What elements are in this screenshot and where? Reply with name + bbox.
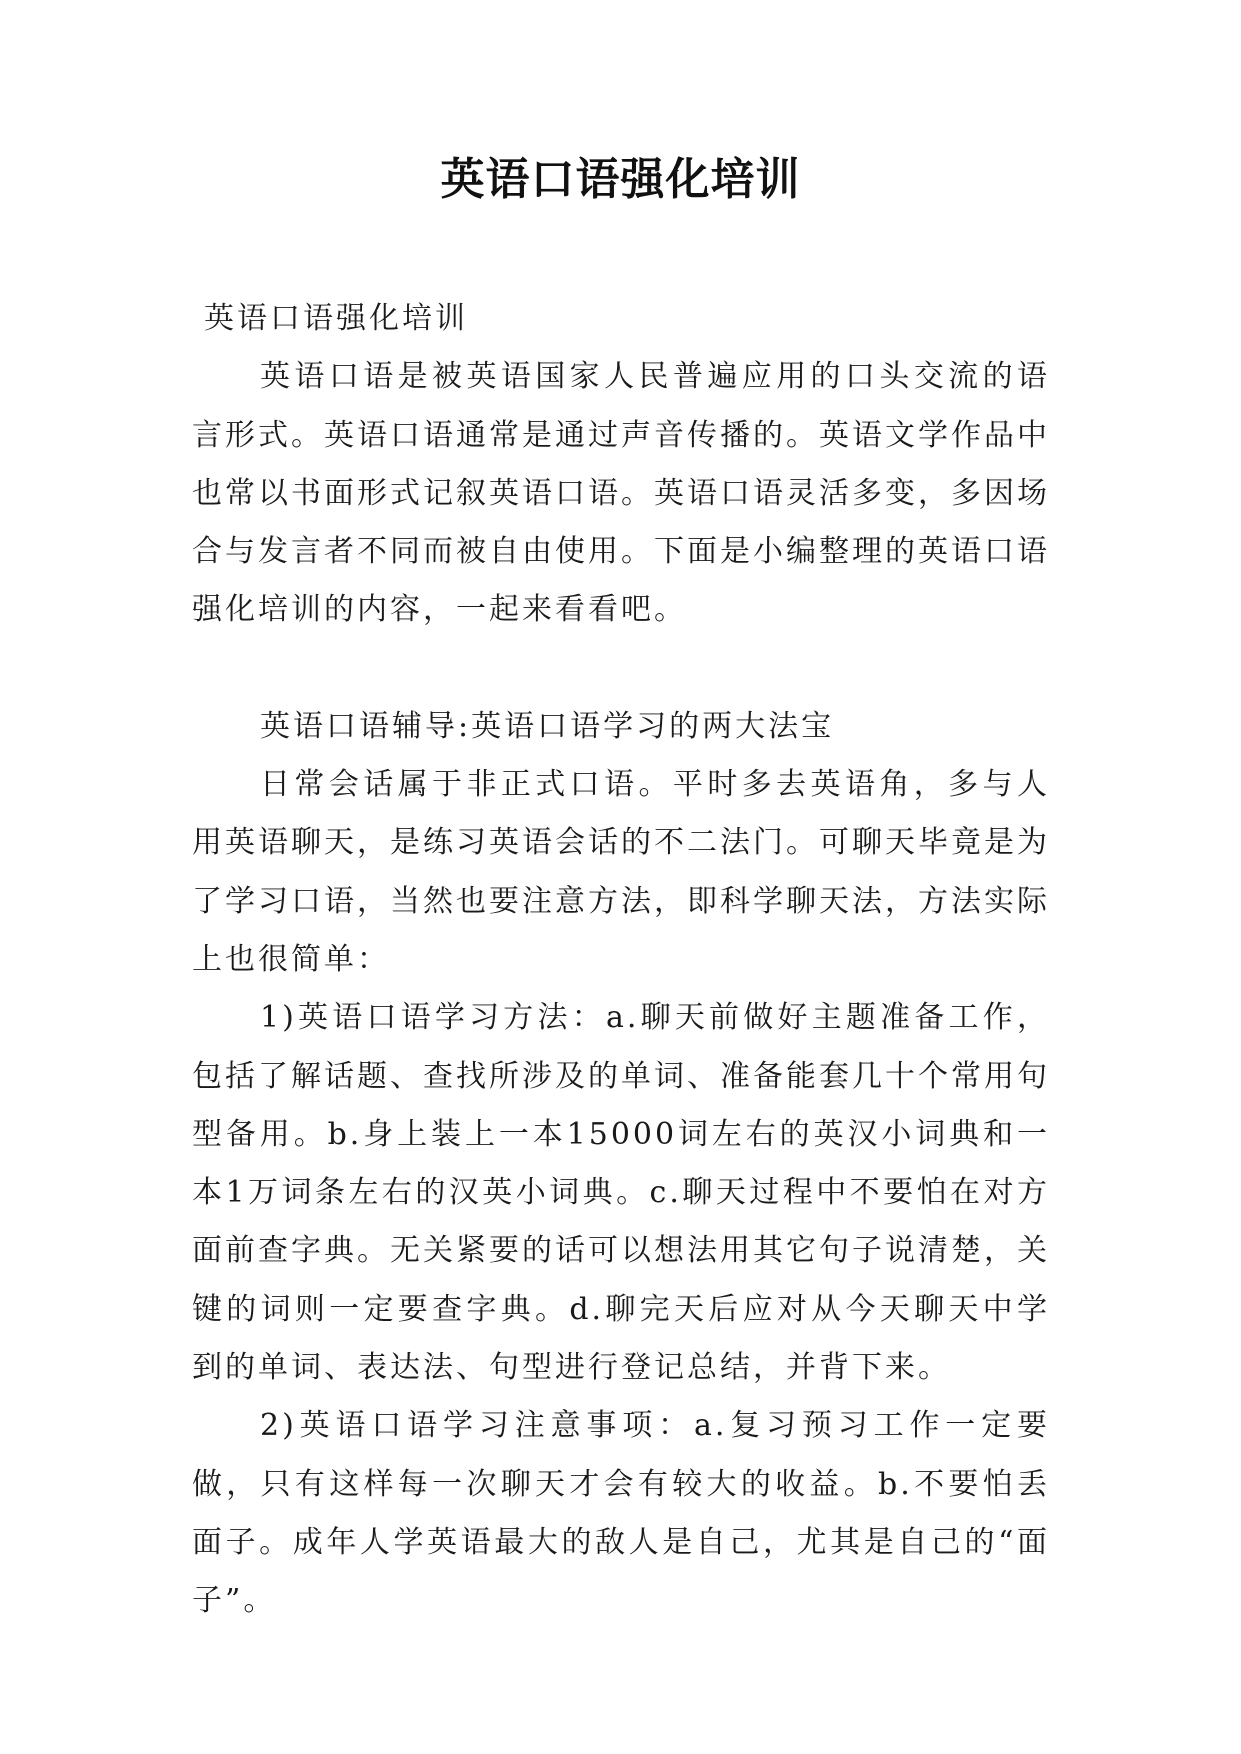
document-body (192, 290, 1050, 1631)
body-paragraph-1: 日常会话属于非正式口语。平时多去英语角，多与人用英语聊天，是练习英语会话的不二法门。可聊天毕竟是为了学习口语，当然也要注意方法，即科学聊天法，方法实际上也很简单： (192, 767, 1050, 977)
document-title: 英语口语强化培训 (440, 154, 801, 205)
intro-paragraph: 英语口语是被英语国家人民普遍应用的口头交流的语言形式。英语口语通常是通过声音传播的。英语文学作品中也常以书面形式记叙英语口语。英语口语灵活多变，多因场合与发言者不同而被自由使用。下面是小编整理的英语口语强化培训的内容，一起来看看吧。 (192, 359, 1050, 628)
section-heading: 英语口语辅导:英语口语学习的两大法宝 (260, 708, 835, 744)
body-paragraph-2: 1)英语口语学习方法：a.聊天前做好主题准备工作，包括了解话题、查找所涉及的单词、准备能套几十个常用句型备用。b.身上装上一本15000词左右的英汉小词典和一本1万词条左右的汉英小词典。c.聊天过程中不要怕在对方面前查字典。无关紧要的话可以想法用其它句子说清楚，关键的词则一定要查字典。d.聊完天后应对从今天聊天中学到的单词、表达法、句型进行登记总结，并背下来。 (192, 1000, 1050, 1386)
body-paragraph-3: 2)英语口语学习注意事项：a.复习预习工作一定要做，只有这样每一次聊天才会有较大的收益。b.不要怕丢面子。成年人学英语最大的敌人是自己，尤其是自己的“面子”。 (192, 1408, 1050, 1619)
document-subtitle: 英语口语强化培训 (204, 301, 468, 336)
paragraph-spacer (192, 640, 1050, 698)
